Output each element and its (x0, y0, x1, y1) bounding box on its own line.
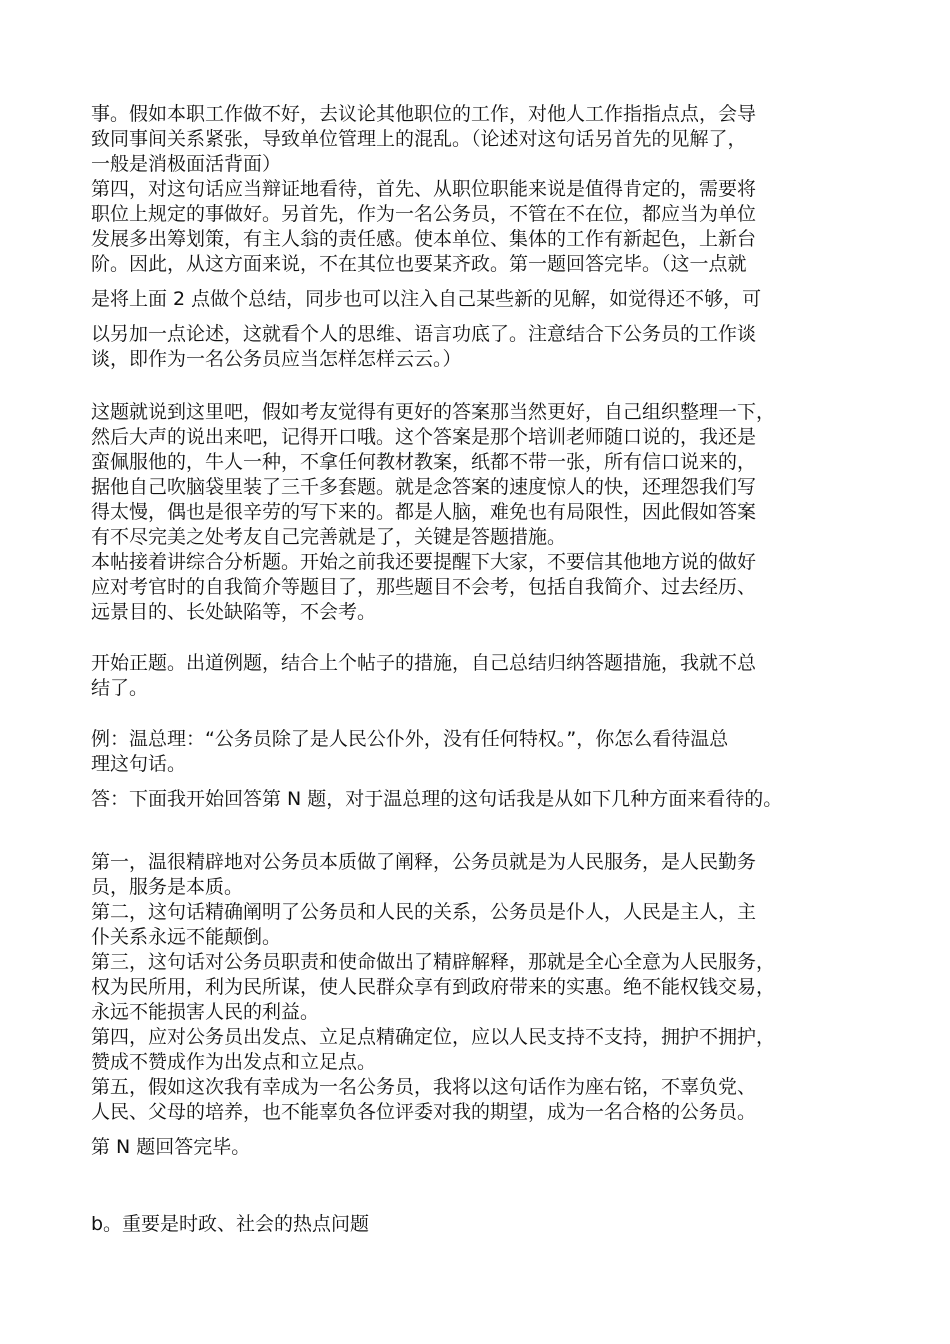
text-line: 员，服务是本质。 (91, 876, 244, 898)
text-line: 第五，假如这次我有幸成为一名公务员，我将以这句话作为座右铭，不辜负党、 (91, 1076, 757, 1098)
text-line: 得太慢，偶也是很辛劳的写下来的。都是人脑，难免也有局限性，因此假如答案 (91, 501, 757, 523)
text-line: 第 N 题回答完毕。 (91, 1136, 251, 1158)
text-line: 然后大声的说出来吧，记得开口哦。这个答案是那个培训老师随口说的，我还是 (91, 426, 757, 448)
text-line: 本帖接着讲综合分析题。开始之前我还要提醒下大家，不要信其他地方说的做好 (91, 551, 757, 573)
text-line: b。重要是时政、社会的热点问题 (91, 1213, 370, 1235)
text-line: 答：下面我开始回答第 N 题，对于温总理的这句话我是从如下几种方面来看待的。 (91, 788, 783, 810)
text-line: 发展多出筹划策，有主人翁的责任感。使本单位、集体的工作有新起色，上新台 (91, 228, 757, 250)
text-line: 仆关系永远不能颠倒。 (91, 926, 282, 948)
text-line: 理这句话。 (91, 753, 187, 775)
text-line: 第四，应对公务员出发点、立足点精确定位，应以人民支持不支持，拥护不拥护， (91, 1026, 776, 1048)
text-line: 一般是消极面活背面） (91, 153, 282, 175)
text-line: 据他自己吹脑袋里装了三千多套题。就是念答案的速度惊人的快，还理怨我们写 (91, 476, 757, 498)
text-line: 开始正题。出道例题，结合上个帖子的措施，自己总结归纳答题措施，我就不总 (91, 652, 757, 674)
text-line: 赞成不赞成作为出发点和立足点。 (91, 1051, 377, 1073)
text-line: 这题就说到这里吧，假如考友觉得有更好的答案那当然更好，自己组织整理一下， (91, 401, 776, 423)
text-line: 例：温总理：“公务员除了是人民公仆外，没有任何特权。”，你怎么看待温总 (91, 728, 729, 750)
text-line: 第四，对这句话应当辩证地看待，首先、从职位职能来说是值得肯定的，需要将 (91, 178, 757, 200)
text-line: 以另加一点论述，这就看个人的思维、语言功底了。注意结合下公务员的工作谈 (91, 323, 757, 345)
text-line: 第二，这句话精确阐明了公务员和人民的关系，公务员是仆人，人民是主人，主 (91, 901, 757, 923)
text-line: 有不尽完美之处考友自己完善就是了，关键是答题措施。 (91, 526, 567, 548)
text-line: 事。假如本职工作做不好，去议论其他职位的工作，对他人工作指指点点，会导 (91, 103, 757, 125)
text-line: 阶。因此，从这方面来说，不在其位也要某齐政。第一题回答完毕。（这一点就 (91, 253, 747, 275)
text-line: 职位上规定的事做好。另首先，作为一名公务员，不管在不在位，都应当为单位 (91, 203, 757, 225)
text-line: 谈，即作为一名公务员应当怎样怎样云云。） (91, 348, 462, 370)
text-line: 蛮佩服他的，牛人一种，不拿任何教材教案，纸都不带一张，所有信口说来的， (91, 451, 757, 473)
text-line: 远景目的、长处缺陷等，不会考。 (91, 601, 377, 623)
text-line: 应对考官时的自我简介等题目了，那些题目不会考，包括自我简介、过去经历、 (91, 576, 757, 598)
text-line: 第三，这句话对公务员职责和使命做出了精辟解释，那就是全心全意为人民服务， (91, 951, 776, 973)
text-line: 永远不能损害人民的利益。 (91, 1001, 320, 1023)
text-line: 人民、父母的培养，也不能辜负各位评委对我的期望，成为一名合格的公务员。 (91, 1101, 757, 1123)
text-line: 第一，温很精辟地对公务员本质做了阐释，公务员就是为人民服务，是人民勤务 (91, 851, 757, 873)
text-line: 致同事间关系紧张，导致单位管理上的混乱。（论述对这句话另首先的见解了， (91, 128, 747, 150)
text-line: 是将上面 2 点做个总结，同步也可以注入自己某些新的见解，如觉得还不够，可 (91, 288, 762, 310)
text-line: 权为民所用，利为民所谋，使人民群众享有到政府带来的实惠。绝不能权钱交易， (91, 976, 776, 998)
text-line: 结了。 (91, 677, 149, 699)
